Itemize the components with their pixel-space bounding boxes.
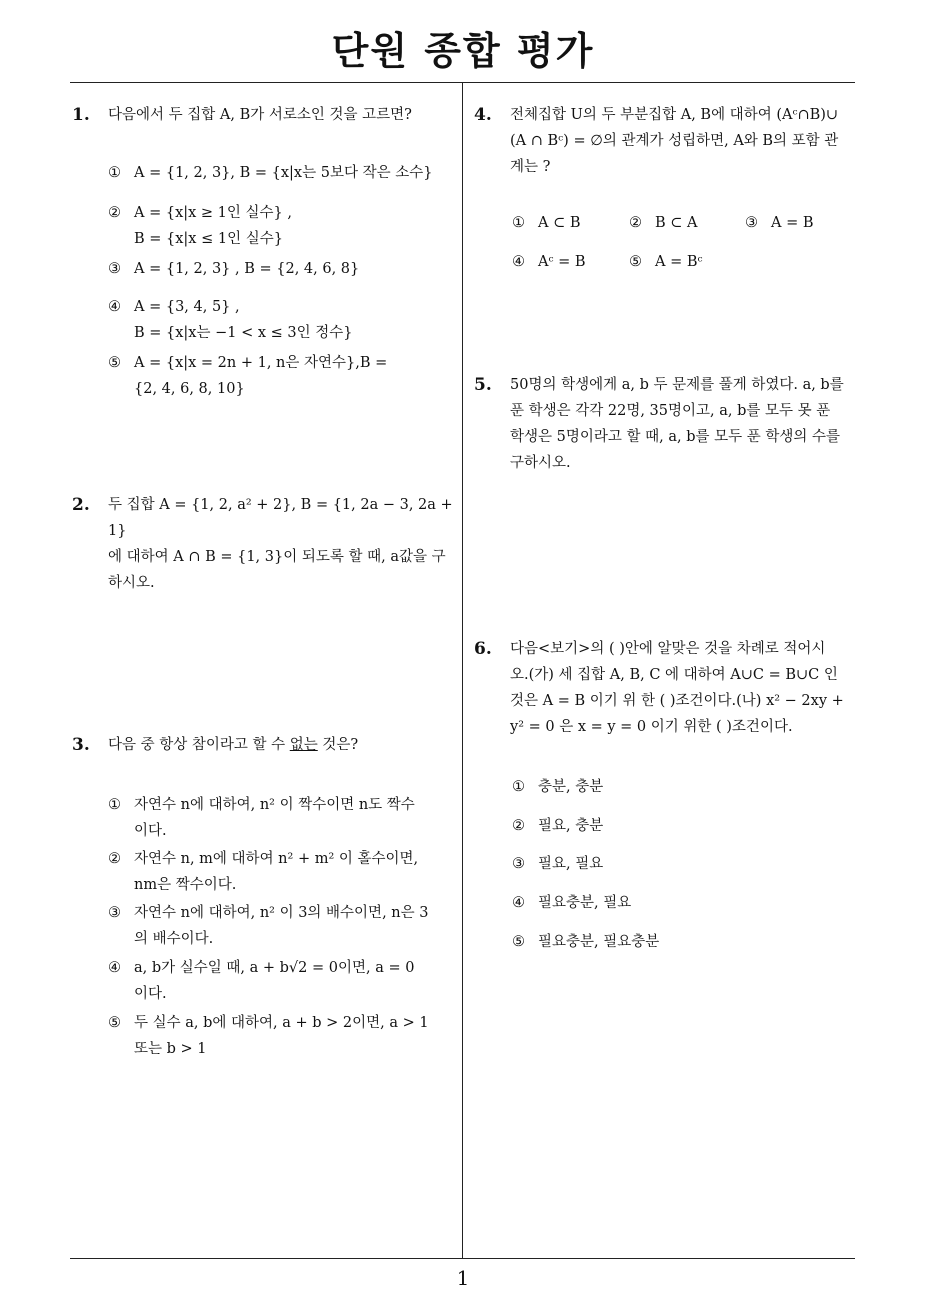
underlined-keyword: 없는 xyxy=(289,737,318,753)
q4-option-1[interactable] xyxy=(512,210,622,236)
page-title: 단원 종합 평가 xyxy=(331,29,595,73)
q1-option-4[interactable] xyxy=(108,294,458,346)
option-marker: ⑤ xyxy=(629,254,642,270)
option-text: 자연수 n에 대하여, n² 이 3의 배수이면, n은 3 xyxy=(134,905,429,921)
option-marker: ③ xyxy=(745,215,758,231)
option-text: A = {3, 4, 5} , xyxy=(134,299,240,315)
option-text: Aᶜ = B xyxy=(538,254,586,270)
option-marker: ④ xyxy=(512,895,525,911)
option-marker: ③ xyxy=(512,856,525,872)
option-text: 필요충분, 필요충분 xyxy=(538,934,660,950)
option-marker: ⑤ xyxy=(512,934,525,950)
question-text-line: 푼 학생은 각각 22명, 35명이고, a, b를 모두 못 푼 xyxy=(510,403,831,419)
q4-option-2[interactable] xyxy=(629,210,739,236)
question-text-line: 두 집합 A = {1, 2, a² + 2}, B = {1, 2a − 3, 2a + 1} xyxy=(108,497,453,539)
q1-option-2[interactable] xyxy=(108,200,458,252)
question-1 xyxy=(72,102,457,128)
q4-option-3[interactable] xyxy=(745,210,855,236)
option-text: B = {x|x ≤ 1인 실수} xyxy=(134,231,283,247)
option-text: 필요, 충분 xyxy=(538,818,604,834)
q3-option-1[interactable] xyxy=(108,792,458,844)
question-text-part: 다음 중 항상 참이라고 할 수 xyxy=(108,737,290,753)
question-text-line: 것은 A = B 이기 위 한 ( )조건이다.(나) x² − 2xy + xyxy=(510,693,844,709)
option-marker: ④ xyxy=(108,960,121,976)
question-text-line: 전체집합 U의 두 부분집합 A, B에 대하여 (Aᶜ∩B)∪ xyxy=(510,107,839,123)
option-text: 또는 b > 1 xyxy=(134,1041,207,1057)
option-marker: ⑤ xyxy=(108,355,121,371)
q3-option-5[interactable] xyxy=(108,1010,458,1062)
question-text-line: 구하시오. xyxy=(510,455,571,471)
question-text-line: 50명의 학생에게 a, b 두 문제를 풀게 하였다. a, b를 xyxy=(510,377,844,393)
question-number: 6. xyxy=(474,639,492,659)
question-text-line: 에 대하여 A ∩ B = {1, 3}이 되도록 할 때, a값을 구 xyxy=(108,549,446,565)
option-text: A = {1, 2, 3}, B = {x|x는 5보다 작은 소수} xyxy=(134,165,433,181)
question-4 xyxy=(474,102,864,180)
option-text: 의 배수이다. xyxy=(134,931,214,947)
option-text: nm은 짝수이다. xyxy=(134,877,237,893)
question-3 xyxy=(72,732,457,758)
question-6 xyxy=(474,636,864,740)
question-text-line: y² = 0 은 x = y = 0 이기 위한 ( )조건이다. xyxy=(510,719,793,735)
option-marker: ④ xyxy=(512,254,525,270)
option-text: 필요, 필요 xyxy=(538,856,604,872)
q1-option-1[interactable] xyxy=(108,160,458,186)
option-text: A ⊂ B xyxy=(538,215,581,231)
option-text: 자연수 n, m에 대하여 n² + m² 이 홀수이면, xyxy=(134,851,419,867)
option-marker: ③ xyxy=(108,905,121,921)
q6-option-4[interactable] xyxy=(512,890,852,916)
question-text-line: 오.(가) 세 집합 A, B, C 에 대하여 A∪C = B∪C 인 xyxy=(510,667,838,683)
question-text-line: (A ∩ Bᶜ) = ∅의 관계가 성립하면, A와 B의 포함 관 xyxy=(510,133,839,149)
option-marker: ⑤ xyxy=(108,1015,121,1031)
option-text: A = {x|x ≥ 1인 실수} , xyxy=(134,205,292,221)
question-number: 5. xyxy=(474,375,492,395)
column-divider xyxy=(462,82,463,1258)
option-text: A = {x|x = 2n + 1, n은 자연수},B = xyxy=(134,355,388,371)
q3-option-3[interactable] xyxy=(108,900,458,952)
option-text: {2, 4, 6, 8, 10} xyxy=(134,381,245,397)
question-text: 다음에서 두 집합 A, B가 서로소인 것을 고르면? xyxy=(108,107,412,123)
option-text: 자연수 n에 대하여, n² 이 짝수이면 n도 짝수 xyxy=(134,797,415,813)
question-text-line: 학생은 5명이라고 할 때, a, b를 모두 푼 학생의 수를 xyxy=(510,429,840,445)
q6-option-1[interactable] xyxy=(512,774,852,800)
q1-option-5[interactable] xyxy=(108,350,458,402)
option-marker: ② xyxy=(108,851,121,867)
option-text: a, b가 실수일 때, a + b√2 = 0이면, a = 0 xyxy=(134,960,415,976)
page-number: 1 xyxy=(456,1266,470,1290)
question-number: 3. xyxy=(72,735,90,755)
option-marker: ① xyxy=(512,215,525,231)
question-text-line: 다음<보기>의 ( )안에 알맞은 것을 차례로 적어시 xyxy=(510,641,826,657)
option-text: 충분, 충분 xyxy=(538,779,604,795)
option-marker: ① xyxy=(512,779,525,795)
option-marker: ② xyxy=(108,205,121,221)
option-text: 이다. xyxy=(134,823,167,839)
q6-option-5[interactable] xyxy=(512,929,852,955)
option-marker: ③ xyxy=(108,261,121,277)
option-text: A = B xyxy=(771,215,814,231)
question-5 xyxy=(474,372,864,476)
question-text-part: 것은? xyxy=(317,737,359,753)
question-number: 2. xyxy=(72,495,90,515)
option-text: 두 실수 a, b에 대하여, a + b > 2이면, a > 1 xyxy=(134,1015,429,1031)
option-text: B = {x|x는 −1 < x ≤ 3인 정수} xyxy=(134,325,353,341)
option-marker: ② xyxy=(512,818,525,834)
option-text: B ⊂ A xyxy=(655,215,698,231)
q4-option-5[interactable] xyxy=(629,249,739,275)
question-number: 1. xyxy=(72,105,90,125)
q4-option-4[interactable] xyxy=(512,249,622,275)
question-number: 4. xyxy=(474,105,492,125)
option-text: 필요충분, 필요 xyxy=(538,895,632,911)
q3-option-2[interactable] xyxy=(108,846,458,898)
option-marker: ① xyxy=(108,165,121,181)
q3-option-4[interactable] xyxy=(108,955,458,1007)
option-text: A = {1, 2, 3} , B = {2, 4, 6, 8} xyxy=(134,261,360,277)
option-text: 이다. xyxy=(134,986,167,1002)
q1-option-3[interactable] xyxy=(108,256,458,282)
question-text-line: 하시오. xyxy=(108,575,155,591)
q6-option-3[interactable] xyxy=(512,851,852,877)
question-text xyxy=(108,732,457,758)
question-2 xyxy=(72,492,457,596)
question-text-line: 계는 ? xyxy=(510,159,551,175)
q6-option-2[interactable] xyxy=(512,813,852,839)
option-text: A = Bᶜ xyxy=(655,254,703,270)
option-marker: ② xyxy=(629,215,642,231)
option-marker: ④ xyxy=(108,299,121,315)
option-marker: ① xyxy=(108,797,121,813)
bottom-rule xyxy=(70,1258,855,1259)
